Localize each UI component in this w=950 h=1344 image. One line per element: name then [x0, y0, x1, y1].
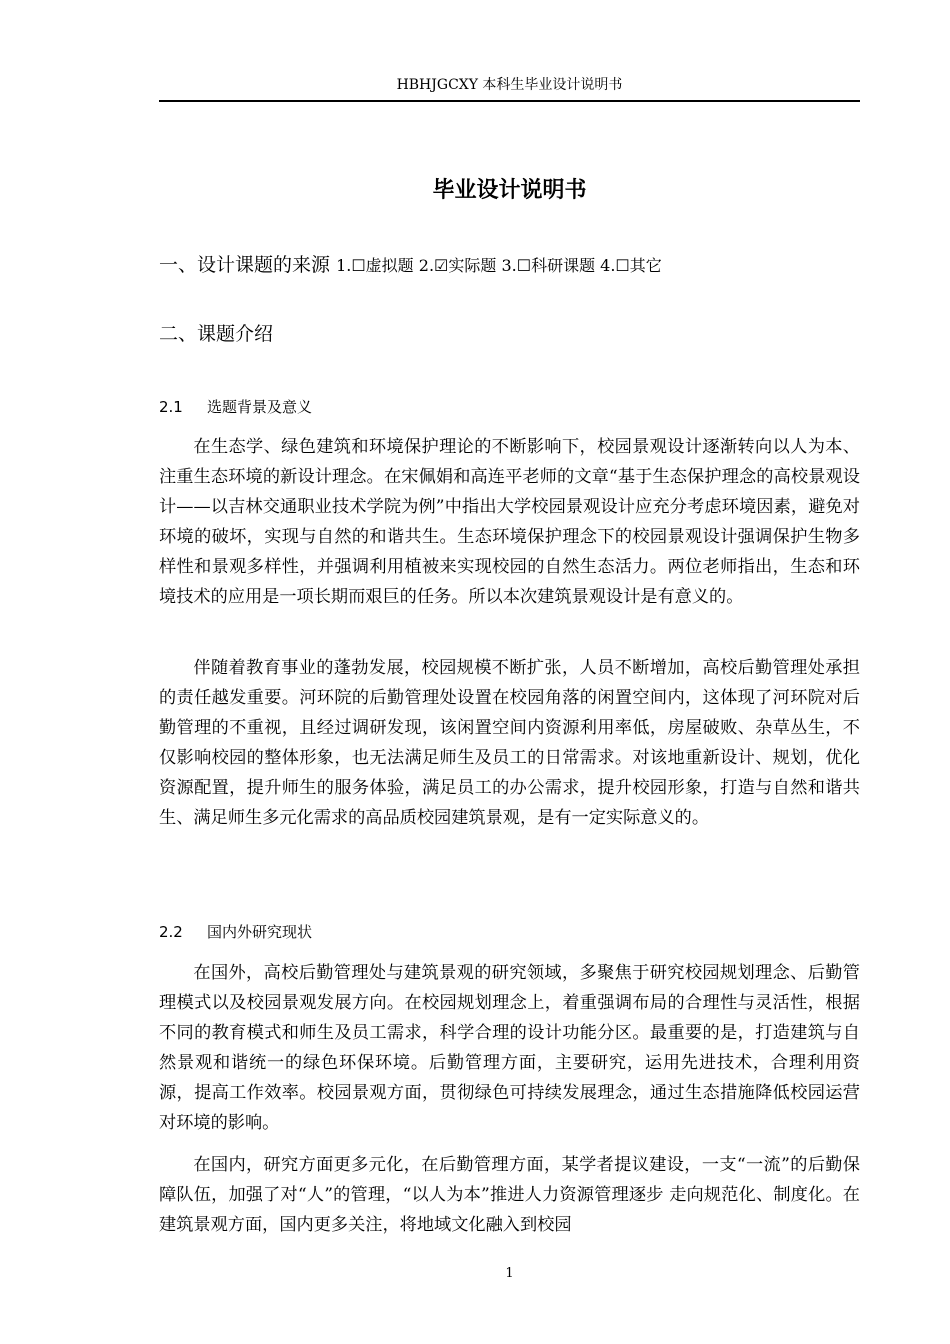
subsection-number: 2.1 [159, 398, 183, 416]
section-1-heading [159, 252, 860, 279]
section-1-title: 一、设计课题的来源 [159, 254, 331, 276]
paragraph-significance: 伴随着教育事业的蓬勃发展，校园规模不断扩张，人员不断增加，高校后勤管理处承担的责任越发重要。河环院的后勤管理处设置在校园角落的闲置空间内，这体现了河环院对后勤管理的不重视，且经过调研发现，该闲置空间内资源利用率低，房屋破败、杂草丛生，不仅影响校园的整体形象，也无法满足师生及员工的日常需求。对该地重新设计、规划，优化资源配置，提升师生的服务体验，满足员工的办公需求，提升校园形象，打造与自然和谐共生、满足师生多元化需求的高品质校园建筑景观，是有一定实际意义的。 [159, 658, 860, 829]
page-number: 1 [505, 1266, 514, 1281]
header-rule [159, 100, 860, 102]
document-title: 毕业设计说明书 [432, 178, 587, 203]
subsection-2-1-heading [159, 396, 860, 418]
paragraph-background: 在生态学、绿色建筑和环境保护理论的不断影响下，校园景观设计逐渐转向以人为本、注重生态环境的新设计理念。在宋佩娟和高连平老师的文章“基于生态保护理念的高校景观设计——以吉林交通职业技术学院为例”中指出大学校园景观设计应充分考虑环境因素，避免对环境的破坏，实现与自然的和谐共生。生态环境保护理念下的校园景观设计强调保护生物多样性和景观多样性，并强调利用植被来实现校园的自然生态活力。两位老师指出，生态和环境技术的应用是一项长期而艰巨的任务。所以本次建筑景观设计是有意义的。 [159, 437, 860, 608]
subsection-title: 选题背景及意义 [207, 398, 313, 416]
topic-source-options: 1.☐虚拟题 2.☑实际题 3.☐科研课题 4.☐其它 [336, 256, 662, 275]
paragraph-domestic-research: 在国内，研究方面更多元化，在后勤管理方面，某学者提议建设，一支“一流”的后勤保障队伍，加强了对“人”的管理，“以人为本”推进人力资源管理逐步 走向规范化、制度化。在建筑景观方面，国内更多关注，将地域文化融入到校园 [159, 1155, 860, 1236]
subsection-2-2-heading [159, 921, 860, 943]
subsection-title: 国内外研究现状 [207, 923, 313, 941]
subsection-number: 2.2 [159, 923, 183, 941]
running-header: HBHJGCXY 本科生毕业设计说明书 [396, 77, 623, 93]
paragraph-foreign-research: 在国外，高校后勤管理处与建筑景观的研究领域，多聚焦于研究校园规划理念、后勤管理模式以及校园景观发展方向。在校园规划理念上，着重强调布局的合理性与灵活性，根据不同的教育模式和师生及员工需求，科学合理的设计功能分区。最重要的是，打造建筑与自然景观和谐统一的绿色环保环境。后勤管理方面，主要研究，运用先进技术，合理利用资源，提高工作效率。校园景观方面，贯彻绿色可持续发展理念，通过生态措施降低校园运营对环境的影响。 [159, 963, 860, 1134]
section-2-heading: 二、课题介绍 [159, 323, 274, 345]
